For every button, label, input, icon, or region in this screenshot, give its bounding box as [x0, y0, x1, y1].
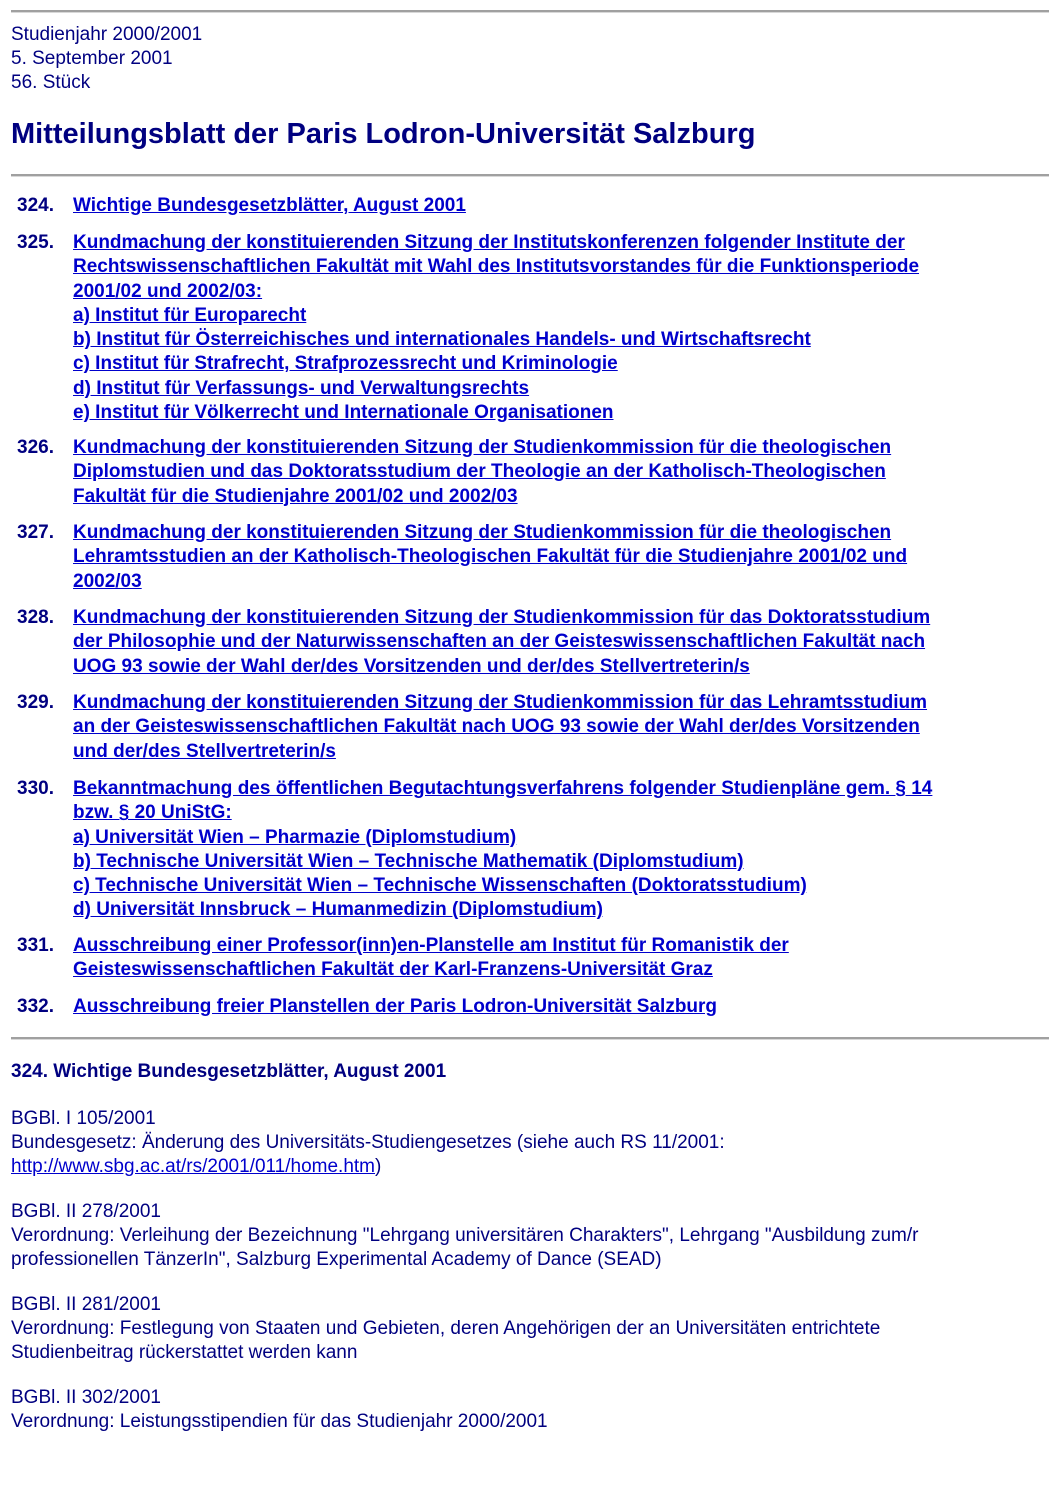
toc-link[interactable]: Rechtswissenschaftlichen Fakultät mit Wahl des Institutsvorstandes für die Funktionsperiode — [73, 256, 920, 278]
toc-item-325 — [17, 231, 919, 425]
toc-item-332 — [17, 995, 717, 1019]
toc-sublink[interactable]: a) Universität Wien – Pharmazie (Diplomstudium) — [73, 826, 517, 848]
rule-below-toc — [11, 1037, 1049, 1040]
toc-link[interactable]: der Philosophie und der Naturwissenschaften an der Geisteswissenschaftlichen Fakultät nach — [73, 631, 926, 653]
toc-link[interactable]: und der/des Stellvertreterin/s — [73, 740, 336, 762]
toc-link[interactable]: Wichtige Bundesgesetzblätter, August 2001 — [73, 195, 466, 216]
toc-sublink[interactable]: c) Institut für Strafrecht, Strafprozessrecht und Kriminologie — [73, 353, 618, 375]
bgbl-entry — [11, 1386, 548, 1434]
toc-link[interactable]: Kundmachung der konstituierenden Sitzung der Institutskonferenzen folgender Institute der — [73, 232, 905, 253]
item-number: 326. — [17, 437, 54, 458]
bgbl-entry — [11, 1293, 880, 1365]
toc-item-324 — [17, 194, 466, 218]
toc-link[interactable]: Diplomstudien und das Doktoratsstudium der Theologie an der Katholisch-Theologischen — [73, 461, 886, 483]
bgbl-reference: BGBl. II 302/2001 — [11, 1387, 161, 1408]
toc-item-327 — [17, 521, 907, 594]
toc-item-330 — [17, 777, 932, 923]
bgbl-description: Bundesgesetz: Änderung des Universitäts-Studiengesetzes (siehe auch RS 11/2001: — [11, 1132, 725, 1153]
bgbl-description-cont: professionellen TänzerIn", Salzburg Experimental Academy of Dance (SEAD) — [11, 1249, 662, 1270]
item-number: 328. — [17, 607, 54, 628]
toc-sublink[interactable]: b) Institut für Österreichisches und internationales Handels- und Wirtschaftsrecht — [73, 329, 811, 351]
toc-link[interactable]: 2002/03 — [73, 570, 142, 592]
bgbl-entry — [11, 1107, 725, 1179]
toc-link[interactable]: Ausschreibung freier Planstellen der Paris Lodron-Universität Salzburg — [73, 996, 718, 1017]
toc-link[interactable]: Kundmachung der konstituierenden Sitzung der Studienkommission für die theologischen — [73, 522, 892, 543]
bgbl-reference: BGBl. II 278/2001 — [11, 1201, 161, 1222]
toc-item-328 — [17, 606, 930, 679]
toc-sublink[interactable]: b) Technische Universität Wien – Technische Mathematik (Diplomstudium) — [73, 850, 744, 872]
bgbl-entry — [11, 1200, 918, 1272]
toc-link[interactable]: bzw. § 20 UniStG: — [73, 802, 232, 824]
item-number: 327. — [17, 522, 54, 543]
item-number: 329. — [17, 692, 54, 713]
studienjahr: Studienjahr 2000/2001 — [11, 24, 203, 45]
bgbl-description: Verordnung: Verleihung der Bezeichnung "Lehrgang universitären Charakters", Lehrgang "Ausbildung zum/r — [11, 1225, 919, 1246]
bgbl-description: Verordnung: Festlegung von Staaten und Gebieten, deren Angehörigen der an Universitäten entrichtete — [11, 1318, 881, 1339]
toc-link[interactable]: Kundmachung der konstituierenden Sitzung der Studienkommission für das Lehramtsstudium — [73, 692, 928, 713]
issue-date: 5. September 2001 — [11, 48, 173, 69]
toc-sublink[interactable]: e) Institut für Völkerrecht und Internationale Organisationen — [73, 402, 614, 424]
item-number: 331. — [17, 935, 54, 956]
toc-link[interactable]: Bekanntmachung des öffentlichen Begutachtungsverfahrens folgender Studienpläne gem. § 14 — [73, 778, 933, 799]
toc-item-331 — [17, 934, 789, 983]
toc-link[interactable]: Kundmachung der konstituierenden Sitzung der Studienkommission für das Doktoratsstudium — [73, 607, 931, 628]
toc-link[interactable]: Lehramtsstudien an der Katholisch-Theologischen Fakultät für die Studienjahre 2001/02 und — [73, 546, 908, 568]
bgbl-reference: BGBl. I 105/2001 — [11, 1108, 156, 1129]
rule-below-title — [11, 174, 1049, 177]
toc-link[interactable]: 2001/02 und 2002/03: — [73, 280, 263, 302]
toc-sublink[interactable]: d) Universität Innsbruck – Humanmedizin (Diplomstudium) — [73, 899, 603, 921]
rs-link[interactable]: http://www.sbg.ac.at/rs/2001/011/home.htm — [11, 1156, 376, 1177]
toc-link[interactable]: Kundmachung der konstituierenden Sitzung der Studienkommission für die theologischen — [73, 437, 892, 458]
toc-link[interactable]: Ausschreibung einer Professor(inn)en-Planstelle am Institut für Romanistik der — [73, 935, 789, 956]
page-title: Mitteilungsblatt der Paris Lodron-Universität Salzburg — [11, 118, 756, 150]
issue-number: 56. Stück — [11, 72, 91, 93]
toc-sublink[interactable]: c) Technische Universität Wien – Technische Wissenschaften (Doktoratsstudium) — [73, 875, 807, 897]
bgbl-reference: BGBl. II 281/2001 — [11, 1294, 161, 1315]
bgbl-description: Verordnung: Leistungsstipendien für das Studienjahr 2000/2001 — [11, 1411, 548, 1432]
top-rule — [11, 10, 1049, 13]
toc-sublink[interactable]: d) Institut für Verfassungs- und Verwaltungsrechts — [73, 377, 530, 399]
toc-sublink[interactable]: a) Institut für Europarecht — [73, 304, 307, 326]
item-number: 324. — [17, 195, 54, 216]
toc-item-326 — [17, 436, 891, 509]
bgbl-description-cont: Studienbeitrag rückerstattet werden kann — [11, 1342, 358, 1363]
toc-link[interactable]: Geisteswissenschaftlichen Fakultät der Karl-Franzens-Universität Graz — [73, 959, 713, 981]
item-number: 332. — [17, 996, 54, 1017]
closing-paren: ) — [375, 1156, 382, 1177]
section-title: 324. Wichtige Bundesgesetzblätter, August 2001 — [11, 1061, 447, 1082]
toc-link[interactable]: an der Geisteswissenschaftlichen Fakultät nach UOG 93 sowie der Wahl der/des Vorsitzenden — [73, 716, 920, 738]
toc-link[interactable]: UOG 93 sowie der Wahl der/des Vorsitzenden und der/des Stellvertreterin/s — [73, 655, 750, 677]
item-number: 325. — [17, 232, 54, 253]
toc-item-329 — [17, 691, 927, 764]
header-meta — [11, 23, 202, 95]
toc-link[interactable]: Fakultät für die Studienjahre 2001/02 und 2002/03 — [73, 485, 518, 507]
item-number: 330. — [17, 778, 54, 799]
